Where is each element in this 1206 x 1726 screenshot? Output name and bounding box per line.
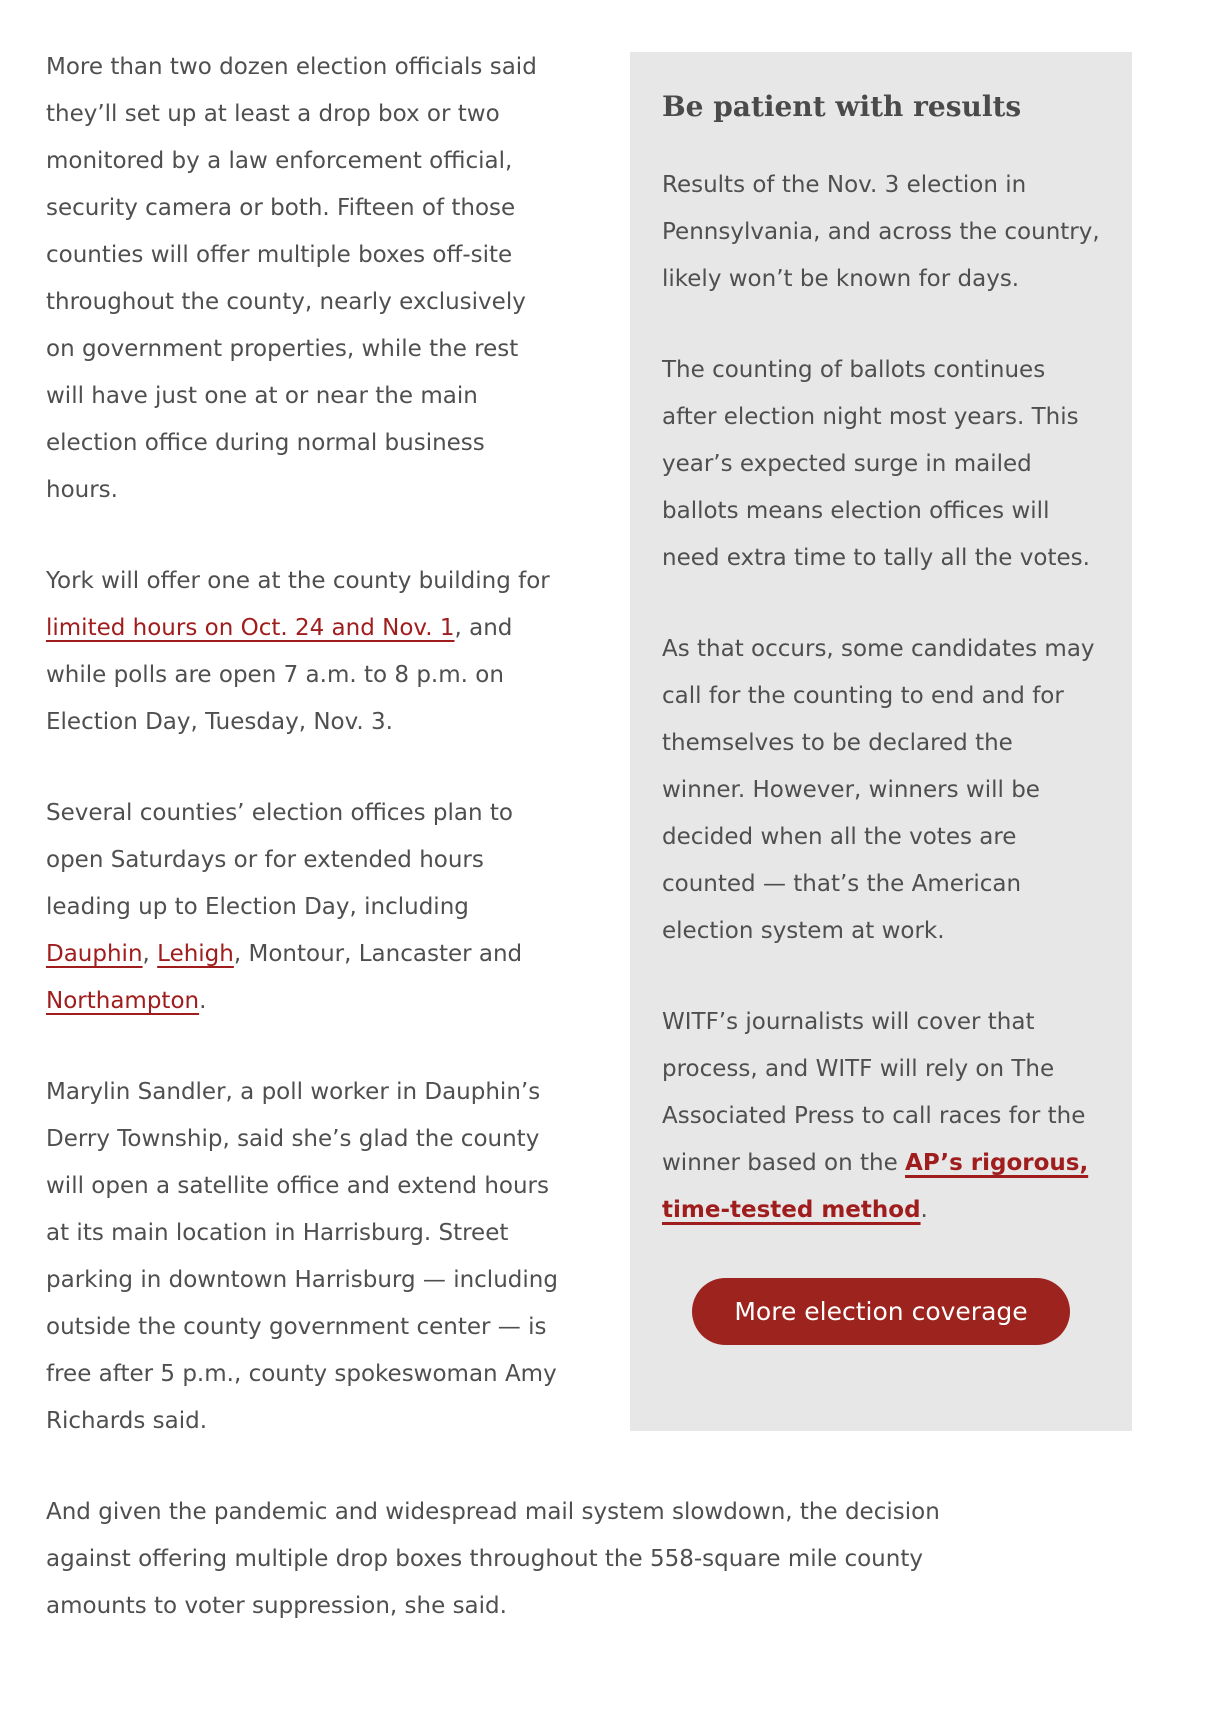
article-paragraph: More than two dozen election officials said they’ll set up at least a drop box or two monitored by a law enforcement official, security camera or both. Fifteen of those counties will offer multiple boxes off-site throughout the county, nearly exclusively on government properties, while the rest will have just one at or near the main election office during normal business hours. xyxy=(46,54,537,503)
inline-link[interactable]: AP’s rigorous, time-tested method xyxy=(662,1150,1089,1223)
article-paragraph: York will offer one at the county building for limited hours on Oct. 24 and Nov. 1, and while polls are open 7 a.m. to 8 p.m. on Election Day, Tuesday, Nov. 3. xyxy=(46,568,550,735)
inline-link[interactable]: Lehigh xyxy=(157,941,234,967)
article-paragraph: Several counties’ election offices plan to open Saturdays or for extended hours leading up to Election Day, including Dauphin, Lehigh, Montour, Lancaster and Northampton. xyxy=(46,800,523,1014)
inline-link[interactable]: Northampton xyxy=(46,988,200,1014)
callout-title: Be patient with results xyxy=(662,90,1022,123)
inline-link[interactable]: limited hours on Oct. 24 and Nov. 1 xyxy=(46,615,455,641)
callout-paragraph: Results of the Nov. 3 election in Pennsylvania, and across the country, likely won’t be known for days. xyxy=(662,172,1100,292)
article-paragraph: And given the pandemic and widespread mail system slowdown, the decision against offering multiple drop boxes throughout the 558-square mile county amounts to voter suppression, she said. xyxy=(46,1499,940,1619)
article-paragraph: Marylin Sandler, a poll worker in Dauphin’s Derry Township, said she’s glad the county will open a satellite office and extend hours at its main location in Harrisburg. Street parking in downtown Harrisburg — including outside the county government center — is free after 5 p.m., county spokeswoman Amy Richards said. xyxy=(46,1079,558,1434)
more-election-coverage-button[interactable]: More election coverage xyxy=(692,1278,1069,1345)
callout-body xyxy=(662,162,1100,1234)
callout-paragraph: WITF’s journalists will cover that process, and WITF will rely on The Associated Press to call races for the winner based on the AP’s rigorous, time-tested method. xyxy=(662,1009,1089,1223)
inline-link[interactable]: Dauphin xyxy=(46,941,143,967)
callout-paragraph: The counting of ballots continues after election night most years. This year’s expected surge in mailed ballots means election offices will need extra time to tally all the votes. xyxy=(662,357,1090,571)
callout-button-row xyxy=(662,1278,1100,1345)
election-results-callout xyxy=(630,52,1132,1431)
callout-paragraph: As that occurs, some candidates may call for the counting to end and for themselves to be declared the winner. However, winners will be decided when all the votes are counted — that’s the American election system at work. xyxy=(662,636,1095,944)
